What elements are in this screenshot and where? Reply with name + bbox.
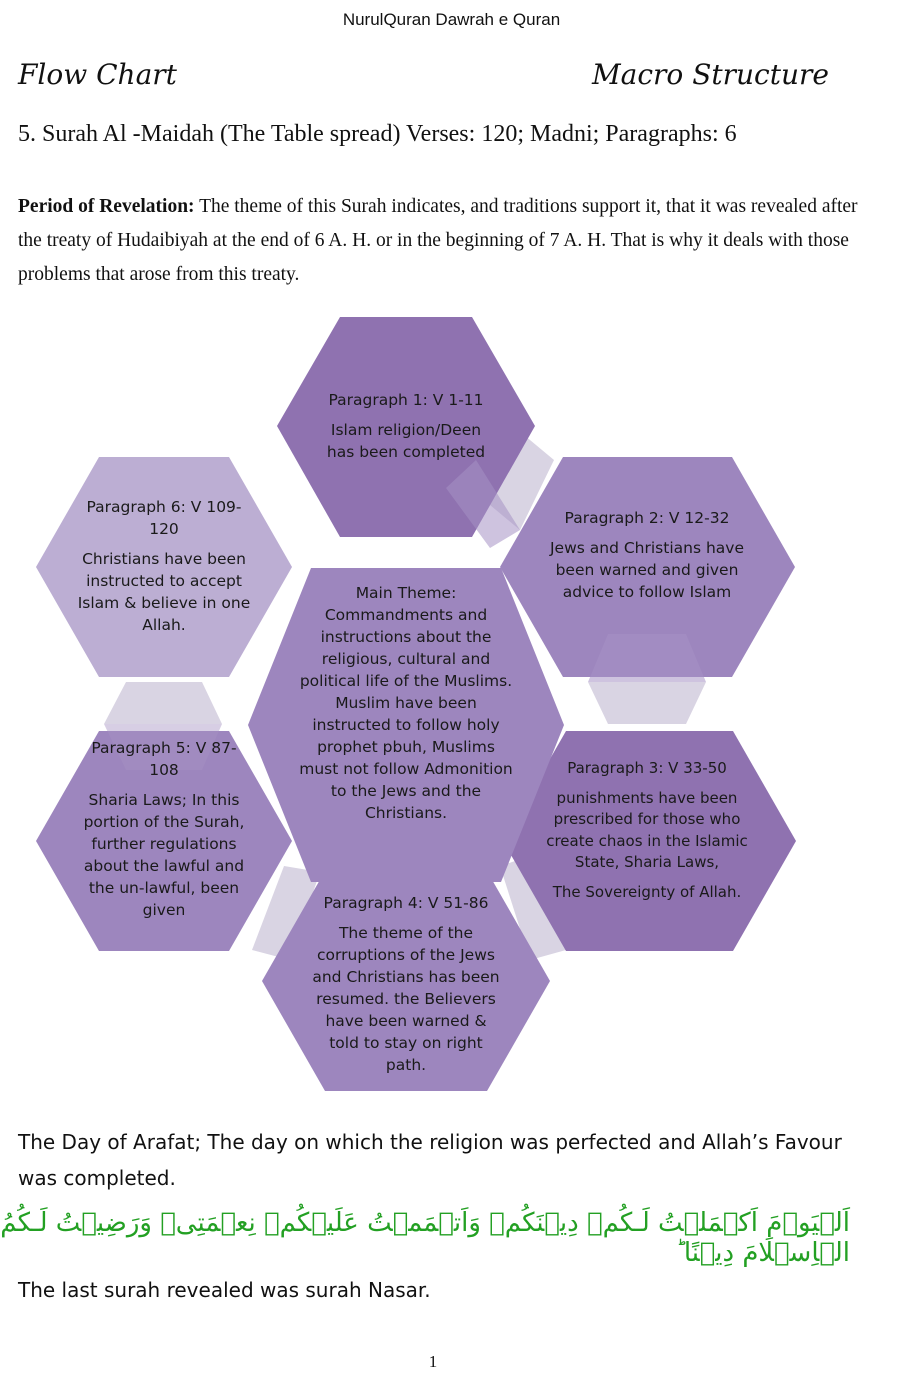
paragraph-1-title: Paragraph 1: V 1-11: [328, 391, 484, 409]
period-label: Period of Revelation:: [18, 196, 195, 217]
day-of-arafat-text: The Day of Arafat; The day on which the religion was perfected and Allah’s Favour was completed.: [18, 1130, 842, 1190]
paragraph-6-body: Christians have been instructed to accept Islam & believe in one Allah.: [77, 550, 251, 634]
period-of-revelation: [18, 190, 868, 292]
arabic-verse: اَلۡيَوۡمَ اَكۡمَلۡتُ لَـكُمۡ دِيۡنَكُمۡ وَاَتۡمَمۡتُ عَلَيۡكُمۡ نِعۡمَتِىۡ وَرَضِيۡتُ لَـكُمُ الۡاِسۡلَامَ دِيۡنًا ؕ: [0, 1208, 850, 1268]
page-header: NurulQuran Dawrah e Quran: [342, 10, 561, 29]
hex-text-paragraph-5: [82, 737, 246, 921]
paragraph-3-body: punishments have been prescribed for those who create chaos in the Islamic State, Sharia Laws,: [546, 788, 748, 871]
main-theme-title: Main Theme:: [355, 584, 457, 602]
main-theme-body: Commandments and instructions about the religious, cultural and political life of the Muslims. Muslim have been instructed to follow holy prophet pbuh, Muslims must not follow Admonition to the Jews and the Christians.: [299, 606, 513, 822]
paragraph-3-title: Paragraph 3: V 33-50: [567, 759, 727, 777]
hex-text-paragraph-6: [76, 496, 252, 636]
paragraph-3-body-2: The Sovereignty of Allah.: [552, 882, 742, 901]
paragraph-2-body: Jews and Christians have been warned and given advice to follow Islam: [549, 539, 744, 601]
hex-text-paragraph-3: [544, 758, 750, 903]
hex-text-paragraph-4: [310, 892, 502, 1076]
connector-overlay-2-3: [588, 634, 706, 682]
paragraph-4-body: The theme of the corruptions of the Jews and Christians has been resumed. the Believers have been warned & told to stay on right path.: [312, 924, 500, 1074]
paragraph-4-title: Paragraph 4: V 51-86: [323, 894, 489, 912]
last-surah-text: The last surah revealed was surah Nasar.: [18, 1278, 431, 1302]
macro-structure-title: Macro Structure: [592, 58, 829, 91]
paragraph-6-title: Paragraph 6: V 109-120: [86, 498, 242, 538]
paragraph-2-title: Paragraph 2: V 12-32: [564, 509, 730, 527]
connector-5-6: [104, 682, 222, 724]
page-number: 1: [428, 1352, 438, 1371]
flow-chart-title: Flow Chart: [18, 58, 177, 91]
hex-text-paragraph-2: [548, 507, 746, 603]
hex-text-main-theme: [298, 582, 514, 824]
surah-info-line: 5. Surah Al -Maidah (The Table spread) Verses: 120; Madni; Paragraphs: 6: [18, 121, 737, 147]
hexagon-flow-diagram: [0, 300, 903, 1100]
paragraph-5-title: Paragraph 5: V 87-108: [91, 739, 237, 779]
paragraph-5-body: Sharia Laws; In this portion of the Surah, further regulations about the lawful and the un-lawful, been given: [83, 791, 245, 919]
connector-2-3: [588, 682, 706, 724]
paragraph-1-body: Islam religion/Deen has been completed: [326, 421, 486, 461]
hex-text-paragraph-1: [317, 389, 495, 463]
period-text: The theme of this Surah indicates, and traditions support it, that it was revealed after the treaty of Hudaibiyah at the end of 6 A. H. or in the beginning of 7 A. H. That is why it deals with those problems that arose from this treaty.: [18, 196, 858, 285]
